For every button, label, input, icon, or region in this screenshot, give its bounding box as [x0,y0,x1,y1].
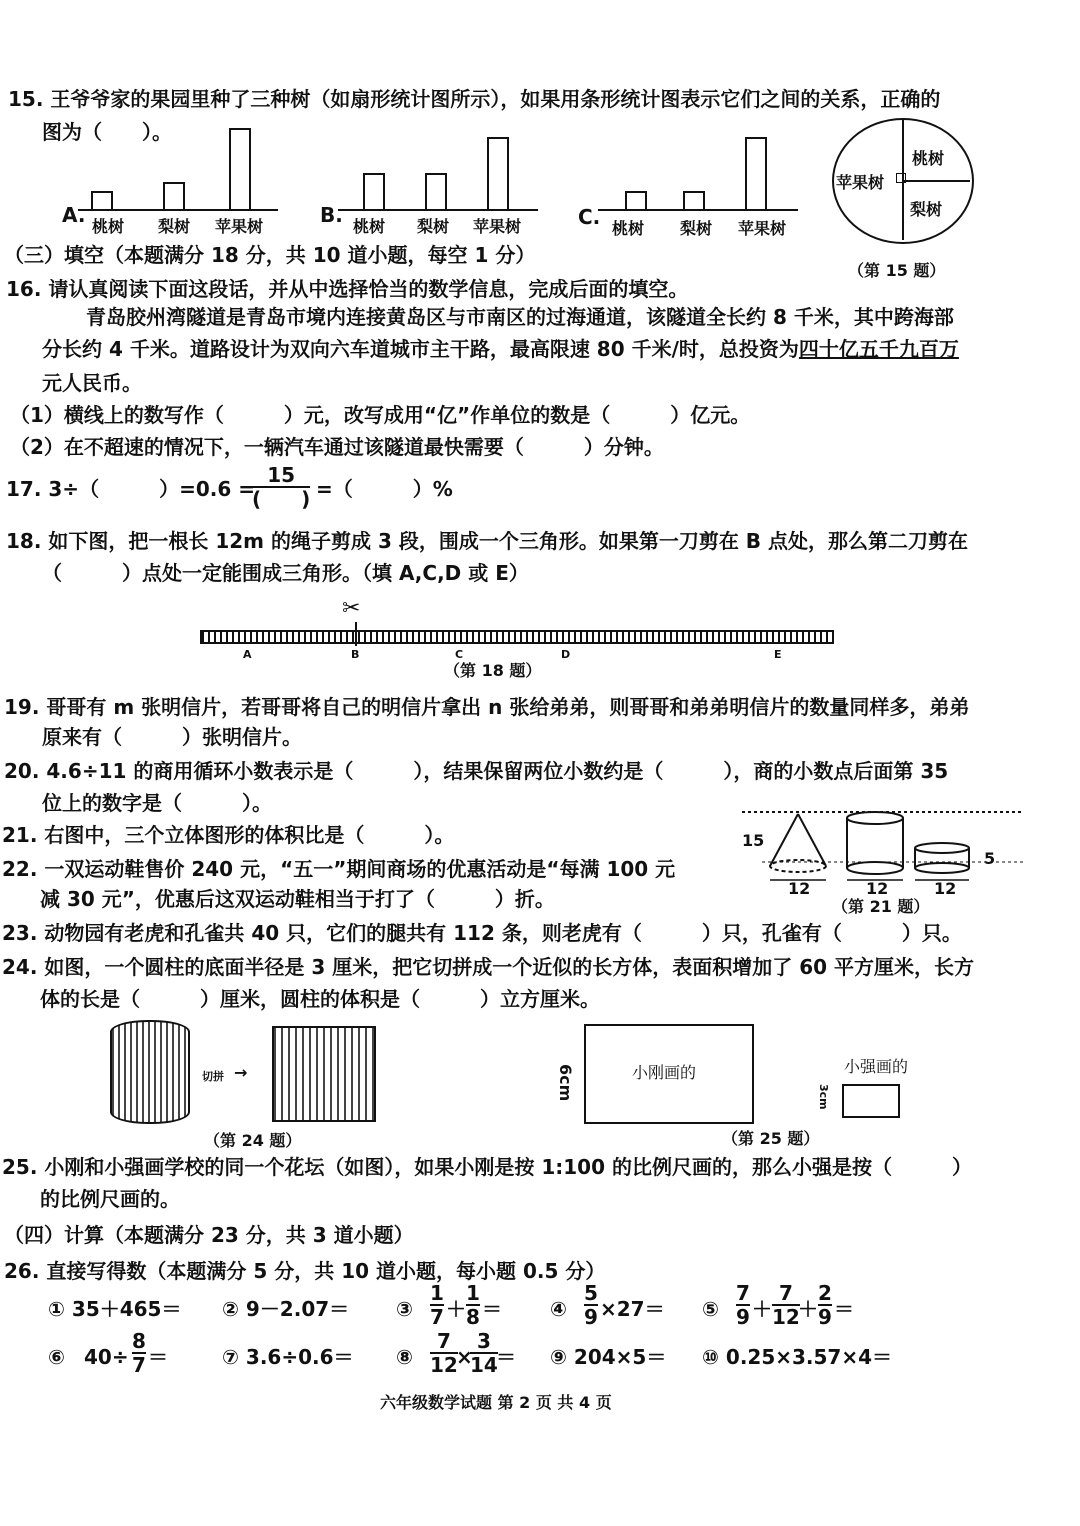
dim-12-short: 12 [934,879,957,898]
rope [200,630,834,644]
q18-line2: （ ）点处一定能围成三角形。（填 A,C,D 或 E） [42,561,529,585]
numerator: 7 [736,1281,750,1305]
problem-1: ① 35＋465＝ [48,1297,182,1321]
chart-c-cat-peach: 桃树 [612,219,645,238]
section3-heading: （三）填空（本题满分 18 分，共 10 道小题，每空 1 分） [4,243,536,267]
denominator: 9 [736,1305,750,1329]
problem-3-frac-1 [430,1282,444,1328]
option-c-label[interactable]: C. [578,205,601,229]
xiaogang-label: 小刚画的 [632,1063,697,1082]
problem-5-frac-2 [772,1282,800,1328]
denominator: 9 [818,1305,832,1329]
chart-c-cat-pear: 梨树 [680,219,713,238]
q19-line2: 原来有（ ）张明信片。 [42,725,302,749]
numerator: 5 [584,1281,598,1305]
problem-8-number: ⑧ [396,1345,413,1369]
problem-2: ② 9－2.07＝ [222,1297,350,1321]
q24-caption: （第 24 题） [204,1131,302,1150]
q16-line1: 16. 请认真阅读下面这段话，并从中选择恰当的数学信息，完成后面的填空。 [6,277,689,301]
dim-15: 15 [742,831,765,850]
numerator: 7 [436,1329,451,1353]
equals-sign: ＝ [482,1297,502,1321]
chart-b-cat-pear: 梨树 [417,217,450,236]
right-angle-mark [896,173,906,183]
plus-sign: ＋ [752,1297,772,1321]
bar-a-peach [92,192,112,210]
xiaoqiang-rectangle [842,1084,900,1118]
problem-10: ⑩ 0.25×3.57×4＝ [702,1345,893,1369]
bar-a-apple [230,129,250,210]
denominator: 12 [772,1305,800,1329]
chart-a-cat-peach: 桃树 [92,217,125,236]
bar-a-pear [164,183,184,210]
problem-5-frac-3 [818,1282,832,1328]
q17-numerator: 15 [267,463,296,487]
cylinder-figure [110,1020,190,1124]
problem-6-frac [132,1330,146,1376]
problem-8-frac-1 [430,1330,458,1376]
chart-c-cat-apple: 苹果树 [738,219,787,238]
denominator: 7 [132,1353,146,1377]
rope-label-b: B [351,648,360,661]
rope-label-e: E [774,648,782,661]
denominator: 12 [430,1353,458,1377]
q25-caption: （第 25 题） [722,1129,820,1148]
q21-line1: 21. 右图中，三个立体图形的体积比是（ ）。 [2,823,455,847]
pie-label-apple: 苹果树 [836,173,885,192]
times-sign: × [456,1345,473,1369]
problem-7: ⑦ 3.6÷0.6＝ [222,1345,354,1369]
problem-3-frac-2 [466,1282,480,1328]
dim-6cm: 6cm [556,1064,575,1102]
bar-b-peach [364,174,384,210]
problem-6-pre: 40÷ [84,1345,129,1369]
pie-label-pear: 梨树 [910,200,943,219]
q17-left: 17. 3÷（ ）=0.6 = [6,477,255,501]
denominator: 8 [466,1305,480,1329]
chart-b-cat-peach: 桃树 [353,217,386,236]
equals-sign: ＝ [834,1297,854,1321]
numerator: 3 [476,1329,491,1353]
problem-4-number: ④ [550,1297,567,1321]
bar-chart-a [78,120,278,215]
bar-chart-b [338,120,538,215]
q18-caption: （第 18 题） [444,661,542,680]
dim-12-tall: 12 [866,879,889,898]
q25-line2: 的比例尺画的。 [40,1187,180,1211]
problem-6-number: ⑥ [48,1345,65,1369]
bar-c-peach [626,192,646,210]
plus-sign: ＋ [798,1297,818,1321]
rope-label-a: A [243,648,252,661]
rope-label-d: D [561,648,571,661]
q16-line2: 青岛胶州湾隧道是青岛市境内连接黄岛区与市南区的过海通道，该隧道全长约 8 千米，其中跨海部 [86,305,954,329]
problem-9: ⑨ 204×5＝ [550,1345,667,1369]
q20-line1: 20. 4.6÷11 的商用循环小数表示是（ ），结果保留两位小数约是（ ），商的小数点后面第 35 [4,759,949,783]
numerator: 1 [430,1281,444,1305]
scissors-icon: ✂ [342,596,361,621]
numerator: 2 [818,1281,832,1305]
q17-fraction [252,464,310,510]
numerator: 1 [466,1281,480,1305]
chart-b-cat-apple: 苹果树 [473,217,522,236]
q16-underlined-number: 四十亿五千九百万 [798,337,959,361]
q16-sub2: （2）在不超速的情况下，一辆汽车通过该隧道最快需要（ ）分钟。 [10,435,664,459]
problem-4-frac [584,1282,598,1328]
q15-line1: 15. 王爷爷家的果园里种了三种树（如扇形统计图所示），如果用条形统计图表示它们之间的关系，正确的 [8,87,941,111]
bar-chart-c [598,120,798,215]
numerator: 8 [132,1329,146,1353]
pie-label-peach: 桃树 [912,149,945,168]
q16-line3-text: 分长约 4 千米。道路设计为双向六车道城市主干路，最高限速 80 千米/时，总投资为 [42,337,799,361]
short-cylinder-top [915,843,969,853]
chart-a-cat-pear: 梨树 [158,217,191,236]
equals-sign: ＝ [148,1345,168,1369]
equals-sign: ＝ [496,1345,516,1369]
denominator: 7 [430,1305,444,1329]
q16-line3 [42,336,959,362]
section4-heading: （四）计算（本题满分 23 分，共 3 道小题） [4,1223,414,1247]
q15-line2: 图为（ ）。 [42,120,172,144]
q20-line2: 位上的数字是（ ）。 [42,791,272,815]
q15-caption: （第 15 题） [848,261,946,280]
q16-line4: 元人民币。 [42,371,142,395]
problem-8-frac-2 [470,1330,498,1376]
problem-5-number: ⑤ [702,1297,719,1321]
tall-cylinder-base [847,862,903,874]
option-b-label[interactable]: B. [320,203,343,227]
numerator: 7 [778,1281,793,1305]
dim-12-cone: 12 [788,879,811,898]
arrow-right-icon: → [234,1063,248,1082]
q23-line1: 23. 动物园有老虎和孔雀共 40 只，它们的腿共有 112 条，则老虎有（ ）只，孔雀有（ ）只。 [2,921,962,945]
cut-arrow-label: 切拼 [202,1070,224,1083]
plus-sign: ＋ [446,1297,466,1321]
cone [770,814,826,866]
option-a-label[interactable]: A. [62,203,86,227]
tall-cylinder-top [847,812,903,824]
q16-sub1: （1）横线上的数写作（ ）元，改写成用“亿”作单位的数是（ ）亿元。 [10,403,751,427]
denominator: 14 [470,1353,498,1377]
bar-c-apple [746,138,766,210]
q18-line1: 18. 如下图，把一根长 12m 的绳子剪成 3 段，围成一个三角形。如果第一刀剪在 B 点处，那么第二刀剪在 [6,529,969,553]
q17-right: =（ ）% [316,477,453,501]
q26-heading: 26. 直接写得数（本题满分 5 分，共 10 道小题，每小题 0.5 分） [4,1259,606,1283]
cuboid-figure [272,1026,376,1122]
pie-divider-horizontal [903,180,970,182]
bar-b-apple [488,138,508,210]
problem-3-number: ③ [396,1297,413,1321]
bar-c-pear [684,192,704,210]
page-footer: 六年级数学试题 第 2 页 共 4 页 [380,1393,612,1412]
xiaoqiang-label: 小强画的 [844,1057,909,1076]
chart-a-cat-apple: 苹果树 [215,217,264,236]
q19-line1: 19. 哥哥有 m 张明信片，若哥哥将自己的明信片拿出 n 张给弟弟，则哥哥和弟弟明信片的数量同样多，弟弟 [4,695,970,719]
problem-4-rest: ×27＝ [600,1297,665,1321]
q21-caption: （第 21 题） [832,897,930,916]
dim-5: 5 [984,849,996,868]
rope-label-c: C [455,648,464,661]
q24-line1: 24. 如图，一个圆柱的底面半径是 3 厘米，把它切拼成一个近似的长方体，表面积增加了 60 平方厘米，长方 [2,955,974,979]
q22-line2: 减 30 元”，优惠后这双运动鞋相当于打了（ ）折。 [40,887,555,911]
problem-5-frac-1 [736,1282,750,1328]
short-cylinder-base [915,863,969,873]
q17-denominator: ( ) [252,487,311,511]
q25-line1: 25. 小刚和小强画学校的同一个花坛（如图），如果小刚是按 1:100 的比例尺画的，那么小强是按（ ） [2,1155,972,1179]
bar-b-pear [426,174,446,210]
q22-line1: 22. 一双运动鞋售价 240 元，“五一”期间商场的优惠活动是“每满 100 元 [2,857,676,881]
q24-line2: 体的长是（ ）厘米，圆柱的体积是（ ）立方厘米。 [40,987,600,1011]
denominator: 9 [584,1305,598,1329]
dim-3cm: 3cm [817,1084,830,1110]
